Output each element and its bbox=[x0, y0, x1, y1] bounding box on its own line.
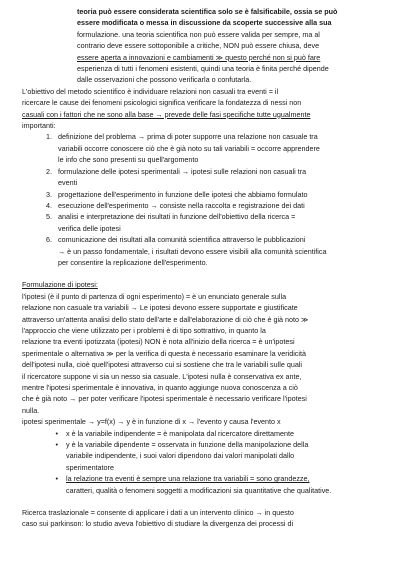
method-paragraph bbox=[22, 86, 393, 132]
closing-paragraph bbox=[22, 507, 393, 530]
list-item-text: y è la variabile dipendente = osservata in funzione della manipolazione della bbox=[66, 440, 309, 450]
list-item bbox=[22, 200, 393, 211]
text-line: ricercare le cause dei fenomeni psicologici significa verificare la fondatezza di nessi non bbox=[22, 98, 302, 108]
list-item bbox=[22, 189, 393, 200]
text-line: che è già noto → per poter verificare l'ipotesi sperimentale è necessario verificare l'ipotesi bbox=[22, 394, 307, 404]
text-line: dalle osservazioni che possono verificarla o confutarla. bbox=[77, 75, 252, 85]
text-line: l'ipotesi (è il punto di partenza di ogni esperimento) = è un enunciato generale sulla bbox=[22, 291, 287, 301]
list-item-text: esecuzione dell'esperimento → consiste nella raccolta e registrazione dei dati bbox=[58, 200, 305, 210]
spacer bbox=[22, 268, 393, 279]
text-line: Ricerca traslazionale = consente di applicare i dati a un intervento clinico → in questo bbox=[22, 508, 294, 518]
list-item-text: definizione del problema → prima di poter supporre una relazione non casuale tra bbox=[58, 132, 318, 142]
section-heading: Formulazione di ipotesi: bbox=[22, 280, 98, 290]
text-line: relazione non casuale tra variabili → Le ipotesi devono essere supportate e giustificate bbox=[22, 303, 298, 313]
list-item-text: formulazione delle ipotesi sperimentali → ipotesi sulle relazioni non casuali tra bbox=[58, 166, 307, 176]
text-line: nulla. bbox=[22, 405, 40, 415]
list-item-text: analisi e interpretazione dei risultati in funzione dell'obiettivo della ricerca = bbox=[58, 212, 296, 222]
text-line: teoria può essere considerata scientifica solo se è falsificabile, ossia se può bbox=[77, 7, 338, 16]
list-number: 4. bbox=[46, 200, 52, 210]
list-item bbox=[22, 234, 393, 268]
text-line: l'approccio che viene utilizzato per i problemi è di tipo sottrattivo, in quanto la bbox=[22, 325, 266, 335]
text-line: essere aperta a innovazioni e cambiamenti ≫ questo perché non si può fare bbox=[77, 52, 321, 62]
text-line: essere modificata o messa in discussione da scoperte successive alla sua bbox=[77, 18, 332, 28]
bullet-icon: • bbox=[55, 474, 58, 484]
list-item-text: per consentire la replicazione dell'esperimento. bbox=[58, 257, 208, 267]
list-number: 6. bbox=[46, 235, 52, 245]
list-item-text: verifica delle ipotesi bbox=[58, 223, 121, 233]
text-line: caso sui parkinson: lo studio aveva l'obiettivo di studiare la divergenza dei processi di bbox=[22, 519, 294, 529]
list-item bbox=[22, 211, 393, 234]
text-line: sperimentale o alternativa ≫ per la verifica di questa è necessario esaminare la veridicità bbox=[22, 348, 306, 358]
list-item-text: x è la variabile indipendente = è manipolata dal ricercatore direttamente bbox=[66, 428, 294, 438]
list-number: 3. bbox=[46, 189, 52, 199]
list-item-text: comunicazione dei risultati alla comunità scientifica attraverso le pubblicazioni bbox=[58, 235, 306, 245]
text-line: L'obiettivo del metodo scientifico è individuare relazioni non casuali tra eventi = il bbox=[22, 86, 279, 96]
text-line: casuali con i fattori che ne sono alla base → prevede delle fasi specifiche tutte ugualmente bbox=[22, 109, 311, 119]
list-item bbox=[22, 439, 393, 473]
bullet-list bbox=[22, 428, 393, 496]
text-line: importanti: bbox=[22, 121, 56, 131]
bullet-icon: • bbox=[55, 428, 58, 438]
text-line: attraverso un'attenta analisi dello stato dell'arte e dall'elaborazione di ciò che è già noto ≫ bbox=[22, 314, 309, 324]
text-line: il ricercatore suppone vi sia un nesso sia casuale. L'ipotesi nulla è conservativa ex ante, bbox=[22, 371, 302, 381]
list-item-text: → è un passo fondamentale, i risultati devono essere visibili alla comunità scientifica bbox=[58, 246, 327, 256]
text-line: mentre l'ipotesi sperimentale è innovativa, in quanto aggiunge nuova conoscenza a ciò bbox=[22, 383, 298, 392]
list-item bbox=[22, 131, 393, 165]
list-item bbox=[22, 473, 393, 496]
experimental-hypothesis-line: ipotesi sperimentale → y=f(x) → y è in funzione di x → l'evento y causa l'evento x bbox=[22, 417, 281, 427]
list-item bbox=[22, 428, 393, 439]
intro-paragraph bbox=[22, 6, 393, 86]
list-item-text: variabile indipendente, i suoi valori dipendono dai valori manipolati dallo bbox=[66, 451, 295, 461]
spacer bbox=[22, 496, 393, 507]
text-line: contrario deve essere sottoponibile a critiche, NON può essere chiusa, deve bbox=[77, 41, 320, 51]
text-line: esperienza di tutti i fenomeni esistenti, quindi una teoria è finita perché dipende bbox=[77, 64, 329, 74]
list-item-text: le info che sono presenti su quell'argomento bbox=[58, 155, 199, 165]
list-item-text: sperimentatore bbox=[66, 462, 114, 472]
list-item-text: variabili occorre conoscere ciò che è già noto su tali variabili = occorre apprendere bbox=[58, 143, 320, 153]
bullet-icon: • bbox=[55, 440, 58, 450]
text-line: relazione tra eventi ipotizzata (ipotesi) NON è nota all'inizio della ricerca = è un'ipotesi bbox=[22, 337, 295, 347]
text-line: dell'ipotesi nulla, cioè quell'ipotesi attraverso cui si sostiene che tra le variabili sulle quali bbox=[22, 360, 303, 370]
list-item-text: la relazione tra eventi è sempre una relazione tra variabili = sono grandezze, bbox=[66, 474, 310, 484]
list-number: 2. bbox=[46, 166, 52, 176]
text-line: formulazione. una teoria scientifica non può essere valida per sempre, ma al bbox=[77, 29, 320, 39]
list-number: 1. bbox=[46, 132, 52, 142]
hypothesis-paragraph bbox=[22, 291, 393, 416]
list-number: 5. bbox=[46, 212, 52, 222]
list-item-text: eventi bbox=[58, 178, 78, 188]
list-item-text: caratteri, qualità o fenomeni soggetti a modificazioni sia quantitative che qualitative. bbox=[66, 485, 332, 495]
steps-list bbox=[22, 131, 393, 268]
list-item bbox=[22, 166, 393, 189]
list-item-text: progettazione dell'esperimento in funzione delle ipotesi che abbiamo formulato bbox=[58, 189, 308, 199]
